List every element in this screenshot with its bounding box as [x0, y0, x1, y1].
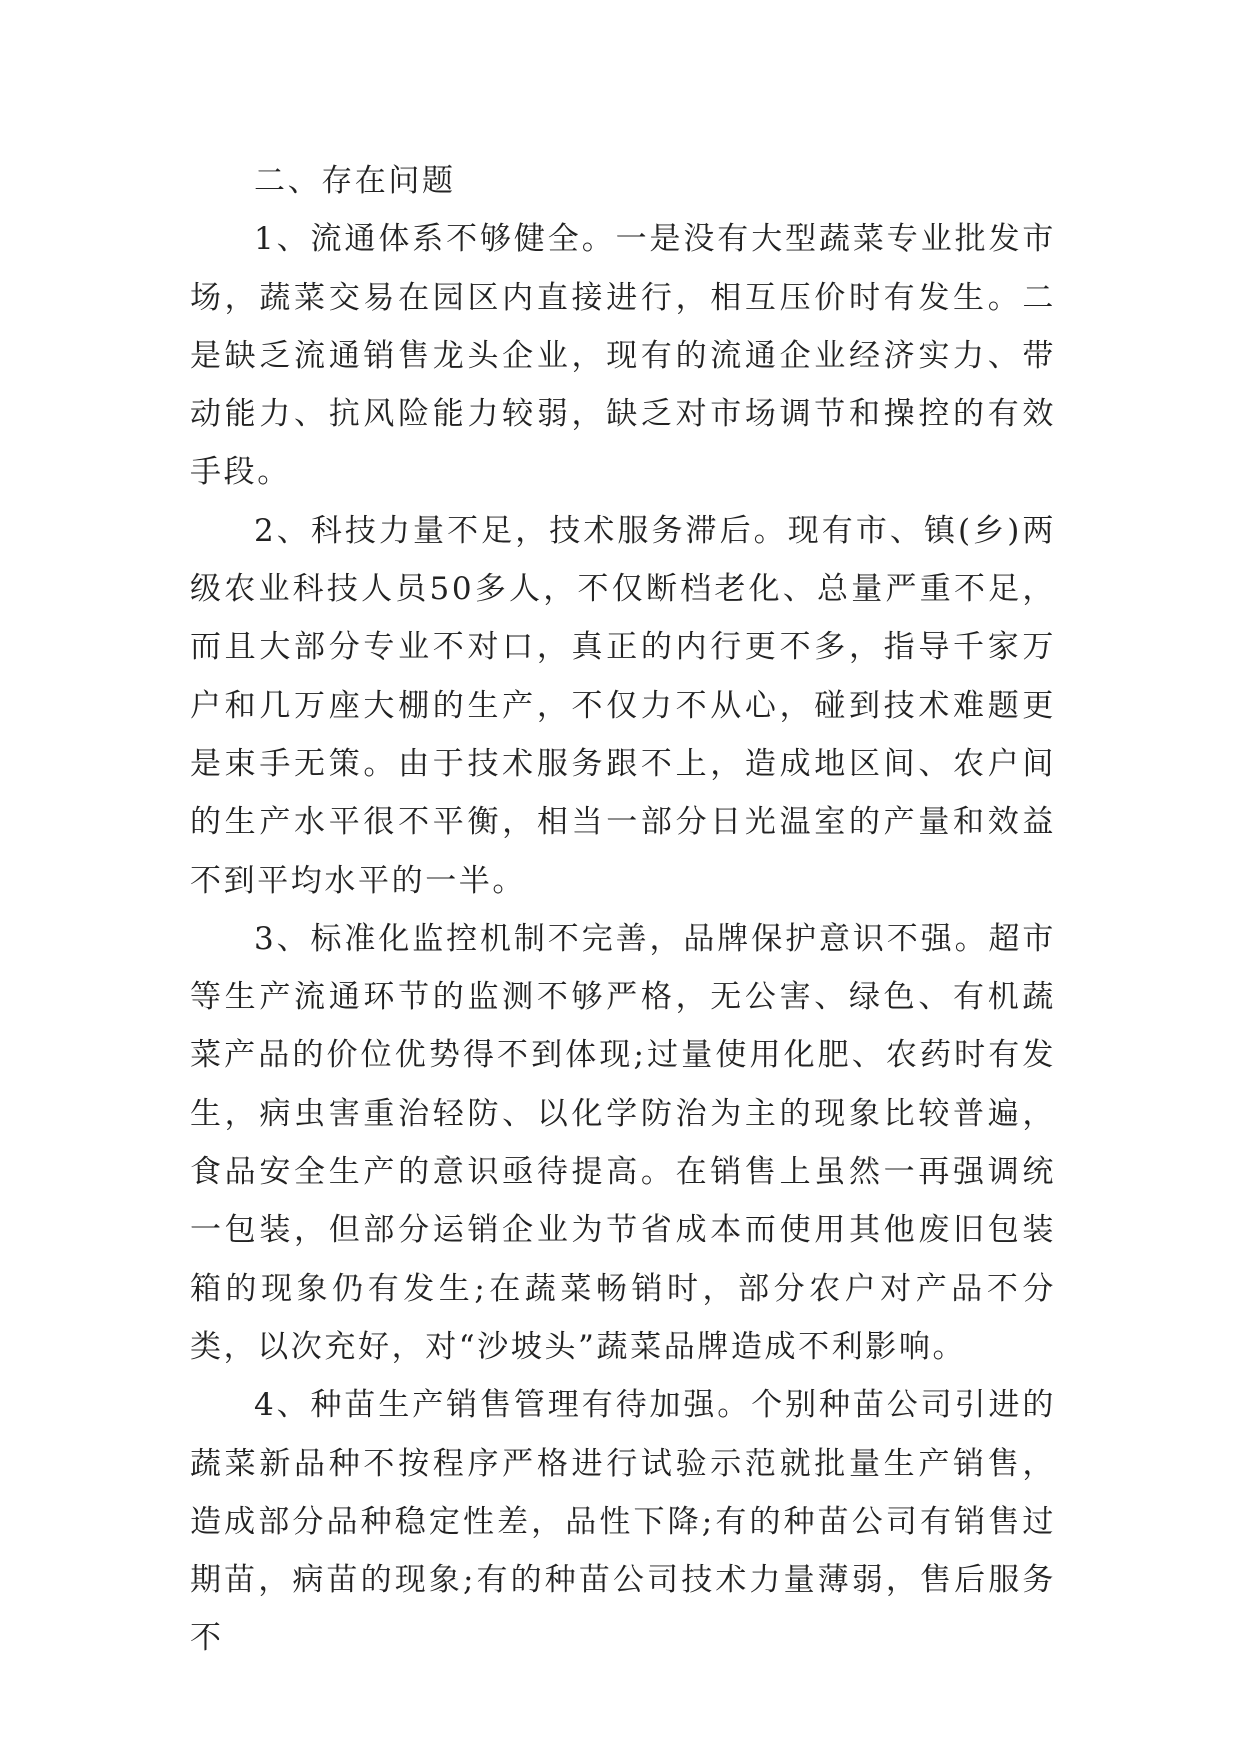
paragraph-3: 3、标准化监控机制不完善，品牌保护意识不强。超市等生产流通环节的监测不够严格，无公害、绿色、有机蔬菜产品的价位优势得不到体现;过量使用化肥、农药时有发生，病虫害重治轻防、以化学防治为主的现象比较普遍，食品安全生产的意识亟待提高。在销售上虽然一再强调统一包装，但部分运销企业为节省成本而使用其他废旧包装箱的现象仍有发生;在蔬菜畅销时，部分农户对产品不分类，以次充好，对“沙坡头”蔬菜品牌造成不利影响。	[190, 920, 1056, 1365]
paragraph-1: 1、流通体系不够健全。一是没有大型蔬菜专业批发市场，蔬菜交易在园区内直接进行，相互压价时有发生。二是缺乏流通销售龙头企业，现有的流通企业经济实力、带动能力、抗风险能力较弱，缺乏对市场调节和操控的有效手段。	[190, 221, 1056, 491]
paragraph-4: 4、种苗生产销售管理有待加强。个别种苗公司引进的蔬菜新品种不按程序严格进行试验示范就批量生产销售，造成部分品种稳定性差，品性下降;有的种苗公司有销售过期苗，病苗的现象;有的种苗公司技术力量薄弱，售后服务不	[190, 1387, 1056, 1657]
paragraph-2: 2、科技力量不足，技术服务滞后。现有市、镇(乡)两级农业科技人员50多人，不仅断档老化、总量严重不足，而且大部分专业不对口，真正的内行更不多，指导千家万户和几万座大棚的生产，不仅力不从心，碰到技术难题更是束手无策。由于技术服务跟不上，造成地区间、农户间的生产水平很不平衡，相当一部分日光温室的产量和效益不到平均水平的一半。	[190, 512, 1056, 899]
section-heading: 二、存在问题	[254, 163, 456, 199]
document-body	[190, 152, 1056, 1668]
